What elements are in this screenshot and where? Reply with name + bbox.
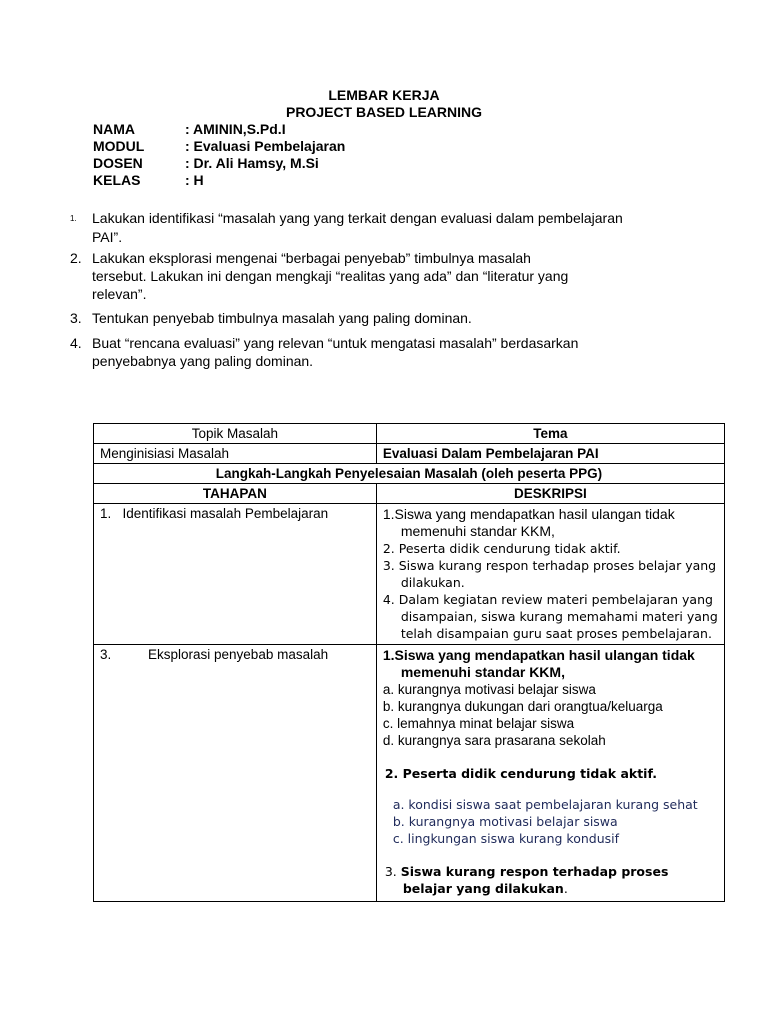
- task-number: 2.: [70, 250, 82, 266]
- meta-value: : H: [185, 172, 204, 188]
- meta-key: NAMA: [93, 121, 135, 137]
- tahapan-header: TAHAPAN: [94, 484, 377, 504]
- list-item: 3. Siswa kurang respon terhadap proses belajar yang dilakukan.: [382, 558, 717, 590]
- group-title: [383, 863, 718, 897]
- meta-row-kelas: [93, 172, 204, 188]
- group-title: 1.Siswa yang mendapatkan hasil ulangan tidak memenuhi standar KKM,: [382, 647, 695, 680]
- list-item: a. kondisi siswa saat pembelajaran kurang sehat: [392, 797, 698, 812]
- task-text: Lakukan identifikasi “masalah yang yang terkait dengan evaluasi dalam pembelajaran: [92, 210, 623, 226]
- list-item: c. lemahnya minat belajar siswa: [382, 716, 575, 731]
- list-item: c. lingkungan siswa kurang kondusif: [392, 831, 620, 846]
- task-number: 3.: [70, 310, 82, 326]
- meta-key: MODUL: [93, 138, 145, 154]
- tema-header: Tema: [376, 424, 724, 444]
- tahapan-cell: [94, 504, 377, 645]
- topik-header: Topik Masalah: [94, 424, 377, 444]
- deskripsi-cell: [376, 645, 724, 902]
- table-row: [94, 424, 725, 444]
- group-title-text: Siswa kurang respon terhadap proses belajar yang dilakukan: [400, 864, 669, 896]
- document-subtitle: PROJECT BASED LEARNING: [285, 104, 483, 120]
- meta-row-modul: [93, 138, 345, 154]
- meta-value: : Dr. Ali Hamsy, M.Si: [185, 155, 319, 171]
- task-number: 1.: [70, 214, 77, 224]
- task-1: [70, 209, 675, 246]
- deskripsi-cell: [376, 504, 724, 645]
- list-item: a. kurangnya motivasi belajar siswa: [382, 682, 596, 697]
- table-row: [94, 645, 725, 902]
- deskripsi-header: DESKRIPSI: [376, 484, 724, 504]
- list-item: d. kurangnya sara prasarana sekolah: [382, 733, 606, 748]
- meta-row-nama: [93, 121, 286, 137]
- table-row: [94, 464, 725, 484]
- table-row: [94, 504, 725, 645]
- task-text-cont: tersebut. Lakukan ini dengan mengkaji “realitas yang ada” dan “literatur yang: [92, 268, 569, 284]
- tema-value: Evaluasi Dalam Pembelajaran PAI: [376, 444, 724, 464]
- document-title: LEMBAR KERJA: [328, 87, 440, 103]
- topik-value: Menginisiasi Masalah: [94, 444, 377, 464]
- group-title-end: .: [563, 881, 568, 896]
- meta-value: : AMININ,S.Pd.I: [185, 121, 286, 137]
- group-number: 3.: [384, 864, 397, 879]
- tahapan-number: 3.: [100, 647, 112, 662]
- list-item: b. kurangnya dukungan dari orangtua/keluarga: [382, 699, 663, 714]
- task-text: Tentukan penyebab timbulnya masalah yang paling dominan.: [92, 310, 472, 326]
- list-item: 1.Siswa yang mendapatkan hasil ulangan tidak memenuhi standar KKM,: [382, 506, 675, 539]
- task-text-cont: penyebabnya yang paling dominan.: [92, 353, 314, 369]
- task-text: Buat “rencana evaluasi” yang relevan “untuk mengatasi masalah” berdasarkan: [92, 335, 579, 351]
- table-row: [94, 444, 725, 464]
- meta-value: : Evaluasi Pembelajaran: [185, 138, 346, 154]
- task-text-cont: relevan”.: [92, 286, 147, 302]
- list-item: 4. Dalam kegiatan review materi pembelajaran yang disampaian, siswa kurang memahami materi yang telah disampaian guru saat proses pembelajaran.: [382, 592, 718, 641]
- problem-table: [93, 423, 725, 902]
- task-text-cont: PAI”.: [92, 229, 123, 246]
- meta-key: DOSEN: [93, 155, 143, 171]
- langkah-header: Langkah-Langkah Penyelesaian Masalah (oleh peserta PPG): [94, 464, 725, 484]
- task-3: [70, 309, 675, 327]
- task-text: Lakukan eksplorasi mengenai “berbagai penyebab” timbulnya masalah: [92, 250, 531, 266]
- task-2: [70, 249, 675, 303]
- tahapan-text: 1. Identifikasi masalah Pembelajaran: [100, 506, 329, 521]
- task-number: 4.: [70, 335, 82, 351]
- group-title: 2. Peserta didik cendurung tidak aktif.: [384, 766, 657, 781]
- meta-row-dosen: [93, 155, 319, 171]
- list-item: 2. Peserta didik cendurung tidak aktif.: [382, 541, 621, 556]
- tahapan-cell: [94, 645, 377, 902]
- tahapan-text: Eksplorasi penyebab masalah: [148, 647, 329, 662]
- meta-key: KELAS: [93, 172, 141, 188]
- task-4: [70, 334, 675, 370]
- list-item: b. kurangnya motivasi belajar siswa: [392, 814, 618, 829]
- table-row: [94, 484, 725, 504]
